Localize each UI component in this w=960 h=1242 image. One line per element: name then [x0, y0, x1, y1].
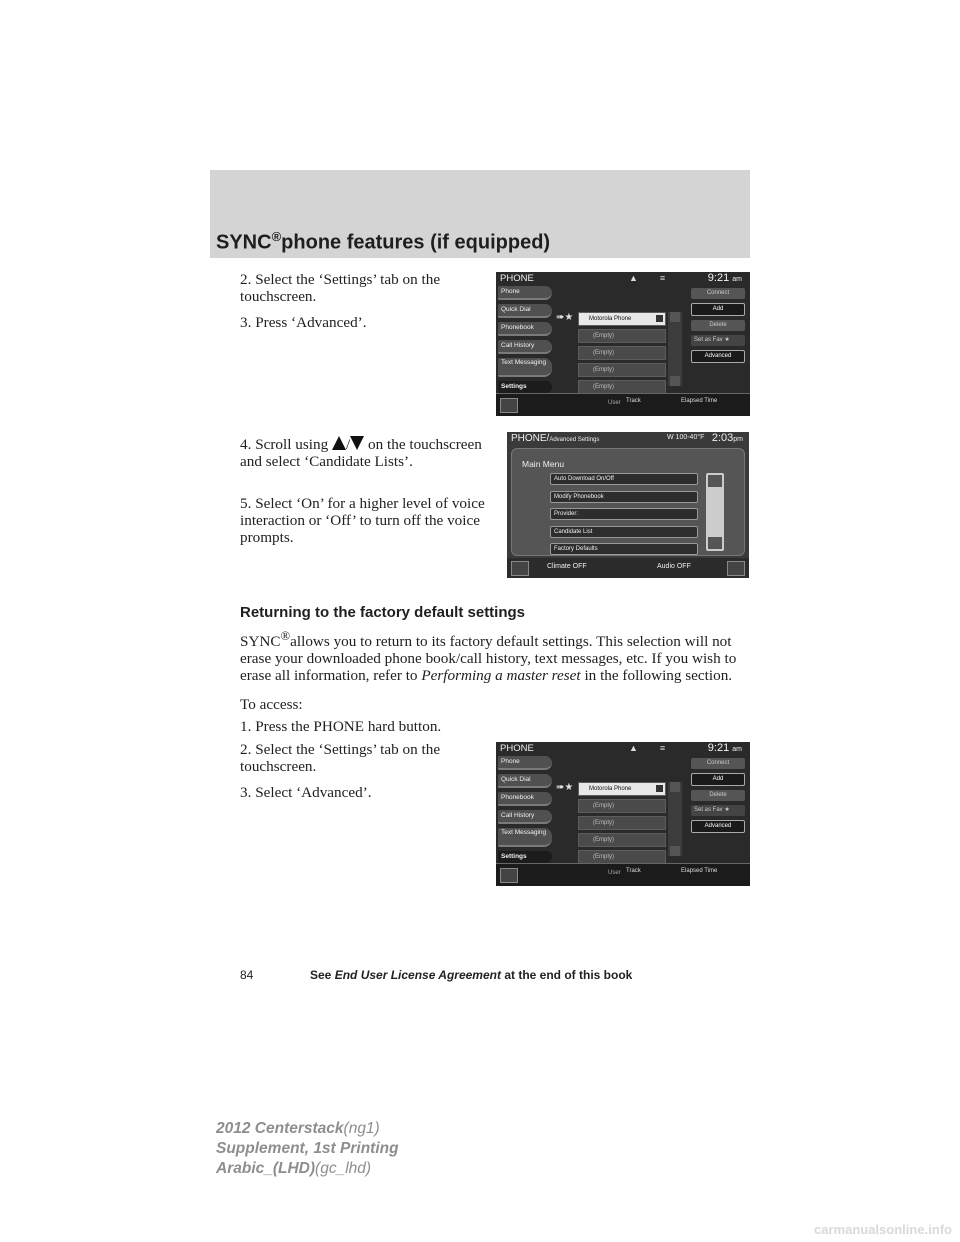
elapsed-label: Elapsed Time [681, 868, 718, 874]
scroll-up-arrow-icon [332, 436, 346, 450]
menu-item-auto-download[interactable]: Auto Download On/Off [550, 473, 698, 485]
screen-clock: 9:21 am [707, 272, 742, 284]
step-5-text: 5. Select ‘On’ for a higher level of voice interaction or ‘Off’ to turn off the voice prompts. [240, 495, 485, 546]
phone-tabs [498, 286, 552, 397]
screen-bottom-bar [496, 863, 750, 886]
set-as-fav-button[interactable]: Set as Fav ★ [691, 805, 745, 816]
delete-button[interactable]: Delete [691, 790, 745, 801]
page-header-title: SYNC®phone features (if equipped) [216, 229, 551, 254]
device-row[interactable]: (Empty) [578, 833, 666, 847]
access-step-3: 3. Select ‘Advanced’. [240, 784, 372, 801]
footer-line-3: Arabic_(LHD)(gc_lhd) [216, 1160, 372, 1177]
advanced-settings-screenshot [507, 432, 749, 578]
tab-call-history[interactable]: Call History [498, 340, 552, 354]
favorite-star-icon: ➠★ [556, 782, 574, 793]
page-number: 84 [240, 968, 254, 982]
scroll-up-icon[interactable] [708, 475, 722, 487]
advanced-button[interactable]: Advanced [691, 820, 745, 833]
tab-phonebook[interactable]: Phonebook [498, 322, 552, 336]
connect-button[interactable]: Connect [691, 758, 745, 769]
temperature-readout: W 100-40°F [667, 434, 705, 441]
user-label: User [608, 400, 621, 406]
tab-phone[interactable]: Phone [498, 286, 552, 300]
device-list [578, 312, 666, 397]
screen-title: PHONE [500, 273, 534, 284]
menu-items [550, 473, 698, 561]
track-label: Track [626, 868, 641, 874]
scroll-down-icon[interactable] [670, 376, 680, 386]
home-icon[interactable] [500, 868, 518, 883]
tab-phonebook[interactable]: Phonebook [498, 792, 552, 806]
screen-clock: 2:03pm [711, 432, 743, 444]
device-row-selected[interactable]: Motorola Phone [578, 312, 666, 326]
menu-scrollbar[interactable] [706, 473, 724, 551]
menu-item-provider[interactable]: Provider: [550, 508, 698, 520]
section-body: SYNC®allows you to return to its factory default settings. This selection will not erase your downloaded phone book/call history, text messages, etc. If you wish to erase all information, refer to Performing a master reset in the following section. [240, 629, 737, 685]
menu-item-candidate-list[interactable]: Candidate List [550, 526, 698, 538]
favorite-star-icon: ➠★ [556, 312, 574, 323]
device-row-selected[interactable]: Motorola Phone [578, 782, 666, 796]
screen-clock: 9:21 am [707, 742, 742, 754]
tab-text-messaging[interactable]: Text Messaging [498, 828, 552, 847]
to-access-text: To access: [240, 696, 303, 713]
scroll-down-icon[interactable] [670, 846, 680, 856]
screen-title: PHONE/Advanced Settings [511, 433, 600, 444]
climate-status[interactable]: Climate OFF [547, 563, 587, 570]
home-icon[interactable] [500, 398, 518, 413]
device-list [578, 782, 666, 867]
device-row[interactable]: (Empty) [578, 346, 666, 360]
step-2-text: 2. Select the ‘Settings’ tab on the touchscreen. [240, 271, 441, 305]
scroll-up-icon[interactable] [670, 782, 680, 792]
tab-call-history[interactable]: Call History [498, 810, 552, 824]
device-row[interactable]: (Empty) [578, 363, 666, 377]
menu-title: Main Menu [522, 459, 565, 469]
tab-text-messaging[interactable]: Text Messaging [498, 358, 552, 377]
device-row[interactable]: (Empty) [578, 329, 666, 343]
section-heading: Returning to the factory default settings [240, 604, 526, 621]
menu-item-factory-defaults[interactable]: Factory Defaults [550, 543, 698, 555]
device-row[interactable]: (Empty) [578, 816, 666, 830]
advanced-button[interactable]: Advanced [691, 350, 745, 363]
screen-bottom-bar [507, 558, 749, 578]
status-icons: ▲ ≡ [629, 743, 666, 753]
access-step-1: 1. Press the PHONE hard button. [240, 718, 442, 735]
user-label: User [608, 870, 621, 876]
scroll-down-icon[interactable] [708, 537, 722, 549]
phone-settings-screenshot [496, 272, 750, 416]
connect-button[interactable]: Connect [691, 288, 745, 299]
device-row[interactable]: (Empty) [578, 799, 666, 813]
screen-bottom-bar [496, 393, 750, 416]
scroll-up-icon[interactable] [670, 312, 680, 322]
track-label: Track [626, 398, 641, 404]
set-as-fav-button[interactable]: Set as Fav ★ [691, 335, 745, 346]
access-step-2: 2. Select the ‘Settings’ tab on the touchscreen. [240, 741, 441, 775]
footer-line-2: Supplement, 1st Printing [216, 1140, 399, 1157]
main-menu-panel [511, 448, 745, 556]
menu-item-modify-phonebook[interactable]: Modify Phonebook [550, 491, 698, 503]
device-row[interactable]: (Empty) [578, 380, 666, 394]
device-row[interactable]: (Empty) [578, 850, 666, 864]
phone-action-buttons [691, 758, 745, 837]
audio-status[interactable]: Audio OFF [657, 563, 691, 570]
phone-settings-screenshot-2 [496, 742, 750, 886]
add-button[interactable]: Add [691, 303, 745, 316]
delete-button[interactable]: Delete [691, 320, 745, 331]
tab-quick-dial[interactable]: Quick Dial [498, 304, 552, 318]
tab-phone[interactable]: Phone [498, 756, 552, 770]
tab-settings[interactable]: Settings [498, 381, 552, 393]
tab-settings[interactable]: Settings [498, 851, 552, 863]
phone-action-buttons [691, 288, 745, 367]
tab-quick-dial[interactable]: Quick Dial [498, 774, 552, 788]
step-4-text: 4. Scroll using / on the touchscreen and select ‘Candidate Lists’. [240, 436, 482, 470]
back-icon[interactable] [727, 561, 745, 576]
elapsed-label: Elapsed Time [681, 398, 718, 404]
home-icon[interactable] [511, 561, 529, 576]
screen-title: PHONE [500, 743, 534, 754]
list-scrollbar[interactable] [668, 782, 682, 856]
watermark: carmanualsonline.info [814, 1222, 952, 1237]
phone-tabs [498, 756, 552, 867]
eula-note: See End User License Agreement at the end of this book [310, 968, 633, 982]
add-button[interactable]: Add [691, 773, 745, 786]
step-3-text: 3. Press ‘Advanced’. [240, 314, 367, 331]
status-icons: ▲ ≡ [629, 273, 666, 283]
list-scrollbar[interactable] [668, 312, 682, 386]
footer-line-1: 2012 Centerstack(ng1) [216, 1120, 380, 1137]
scroll-down-arrow-icon [350, 436, 364, 450]
